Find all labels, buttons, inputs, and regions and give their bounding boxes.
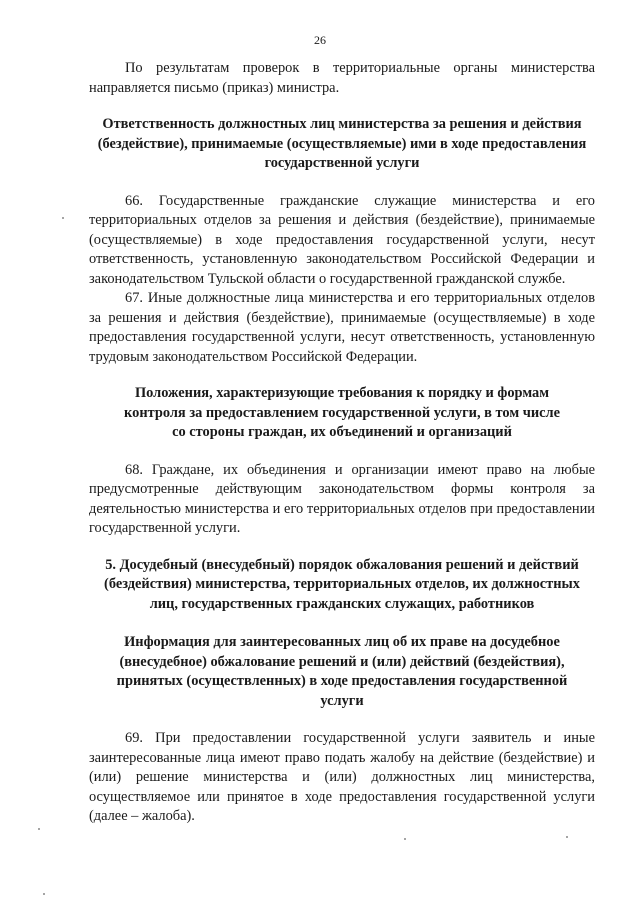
heading-provisions: Положения, характеризующие требования к порядку и формам контроля за предоставлением государственной услуги, в том числе со стороны граждан, их объединений и организаций: [124, 385, 560, 440]
page-number: 26: [314, 33, 326, 47]
paragraph-68: 68. Граждане, их объединения и организации имеют право на любые предусмотренные действующим законодательством формы контроля за деятельностью министерства и его территориальных отделов при предоставлении государственной услуги.: [89, 461, 595, 536]
paragraph-69: 69. При предоставлении государственной услуги заявитель и иные заинтересованные лица имеют право подать жалобу на действие (бездействие) и (или) решение министерства и (или) должностных лиц министерства, осуществляемое или принятое в ходе предоставления государственной услуги (далее – жалоба).: [89, 730, 595, 824]
heading-section-5: 5. Досудебный (внесудебный) порядок обжалования решений и действий (бездействия) министерства, территориальных отделов, их должностных лиц, государственных гражданских служащих, работников: [104, 556, 580, 612]
heading-responsibility: Ответственность должностных лиц министерства за решения и действия (бездействие), принимаемые (осуществляемые) ими в ходе предоставления государственной услуги: [97, 116, 587, 171]
paragraph-intro: По результатам проверок в территориальные органы министерства направляется письмо (приказ) министра.: [89, 60, 595, 96]
paragraph-66: 66. Государственные гражданские служащие министерства и его территориальных отделов за решения и действия (бездействие), принимаемые (осуществляемые) в ходе предоставления государственной услуги, несут ответственность, установленную законодательством Российской Федерации и законодательством Тульской области о государственной гражданской службе.: [89, 192, 595, 287]
document-body: [89, 59, 595, 827]
paragraph-67: 67. Иные должностные лица министерства и его территориальных отделов за решения и действия (бездействие), принимаемые (осуществляемые) в ходе предоставления государственной услуги, несут ответственность, установленную трудовым законодательством Российской Федерации.: [89, 290, 595, 365]
heading-appeal-info: Информация для заинтересованных лиц об их праве на досудебное (внесудебное) обжалование решений и (или) действий (бездействия), принятых (осуществленных) в ходе предоставления государственной услуги: [116, 634, 568, 709]
